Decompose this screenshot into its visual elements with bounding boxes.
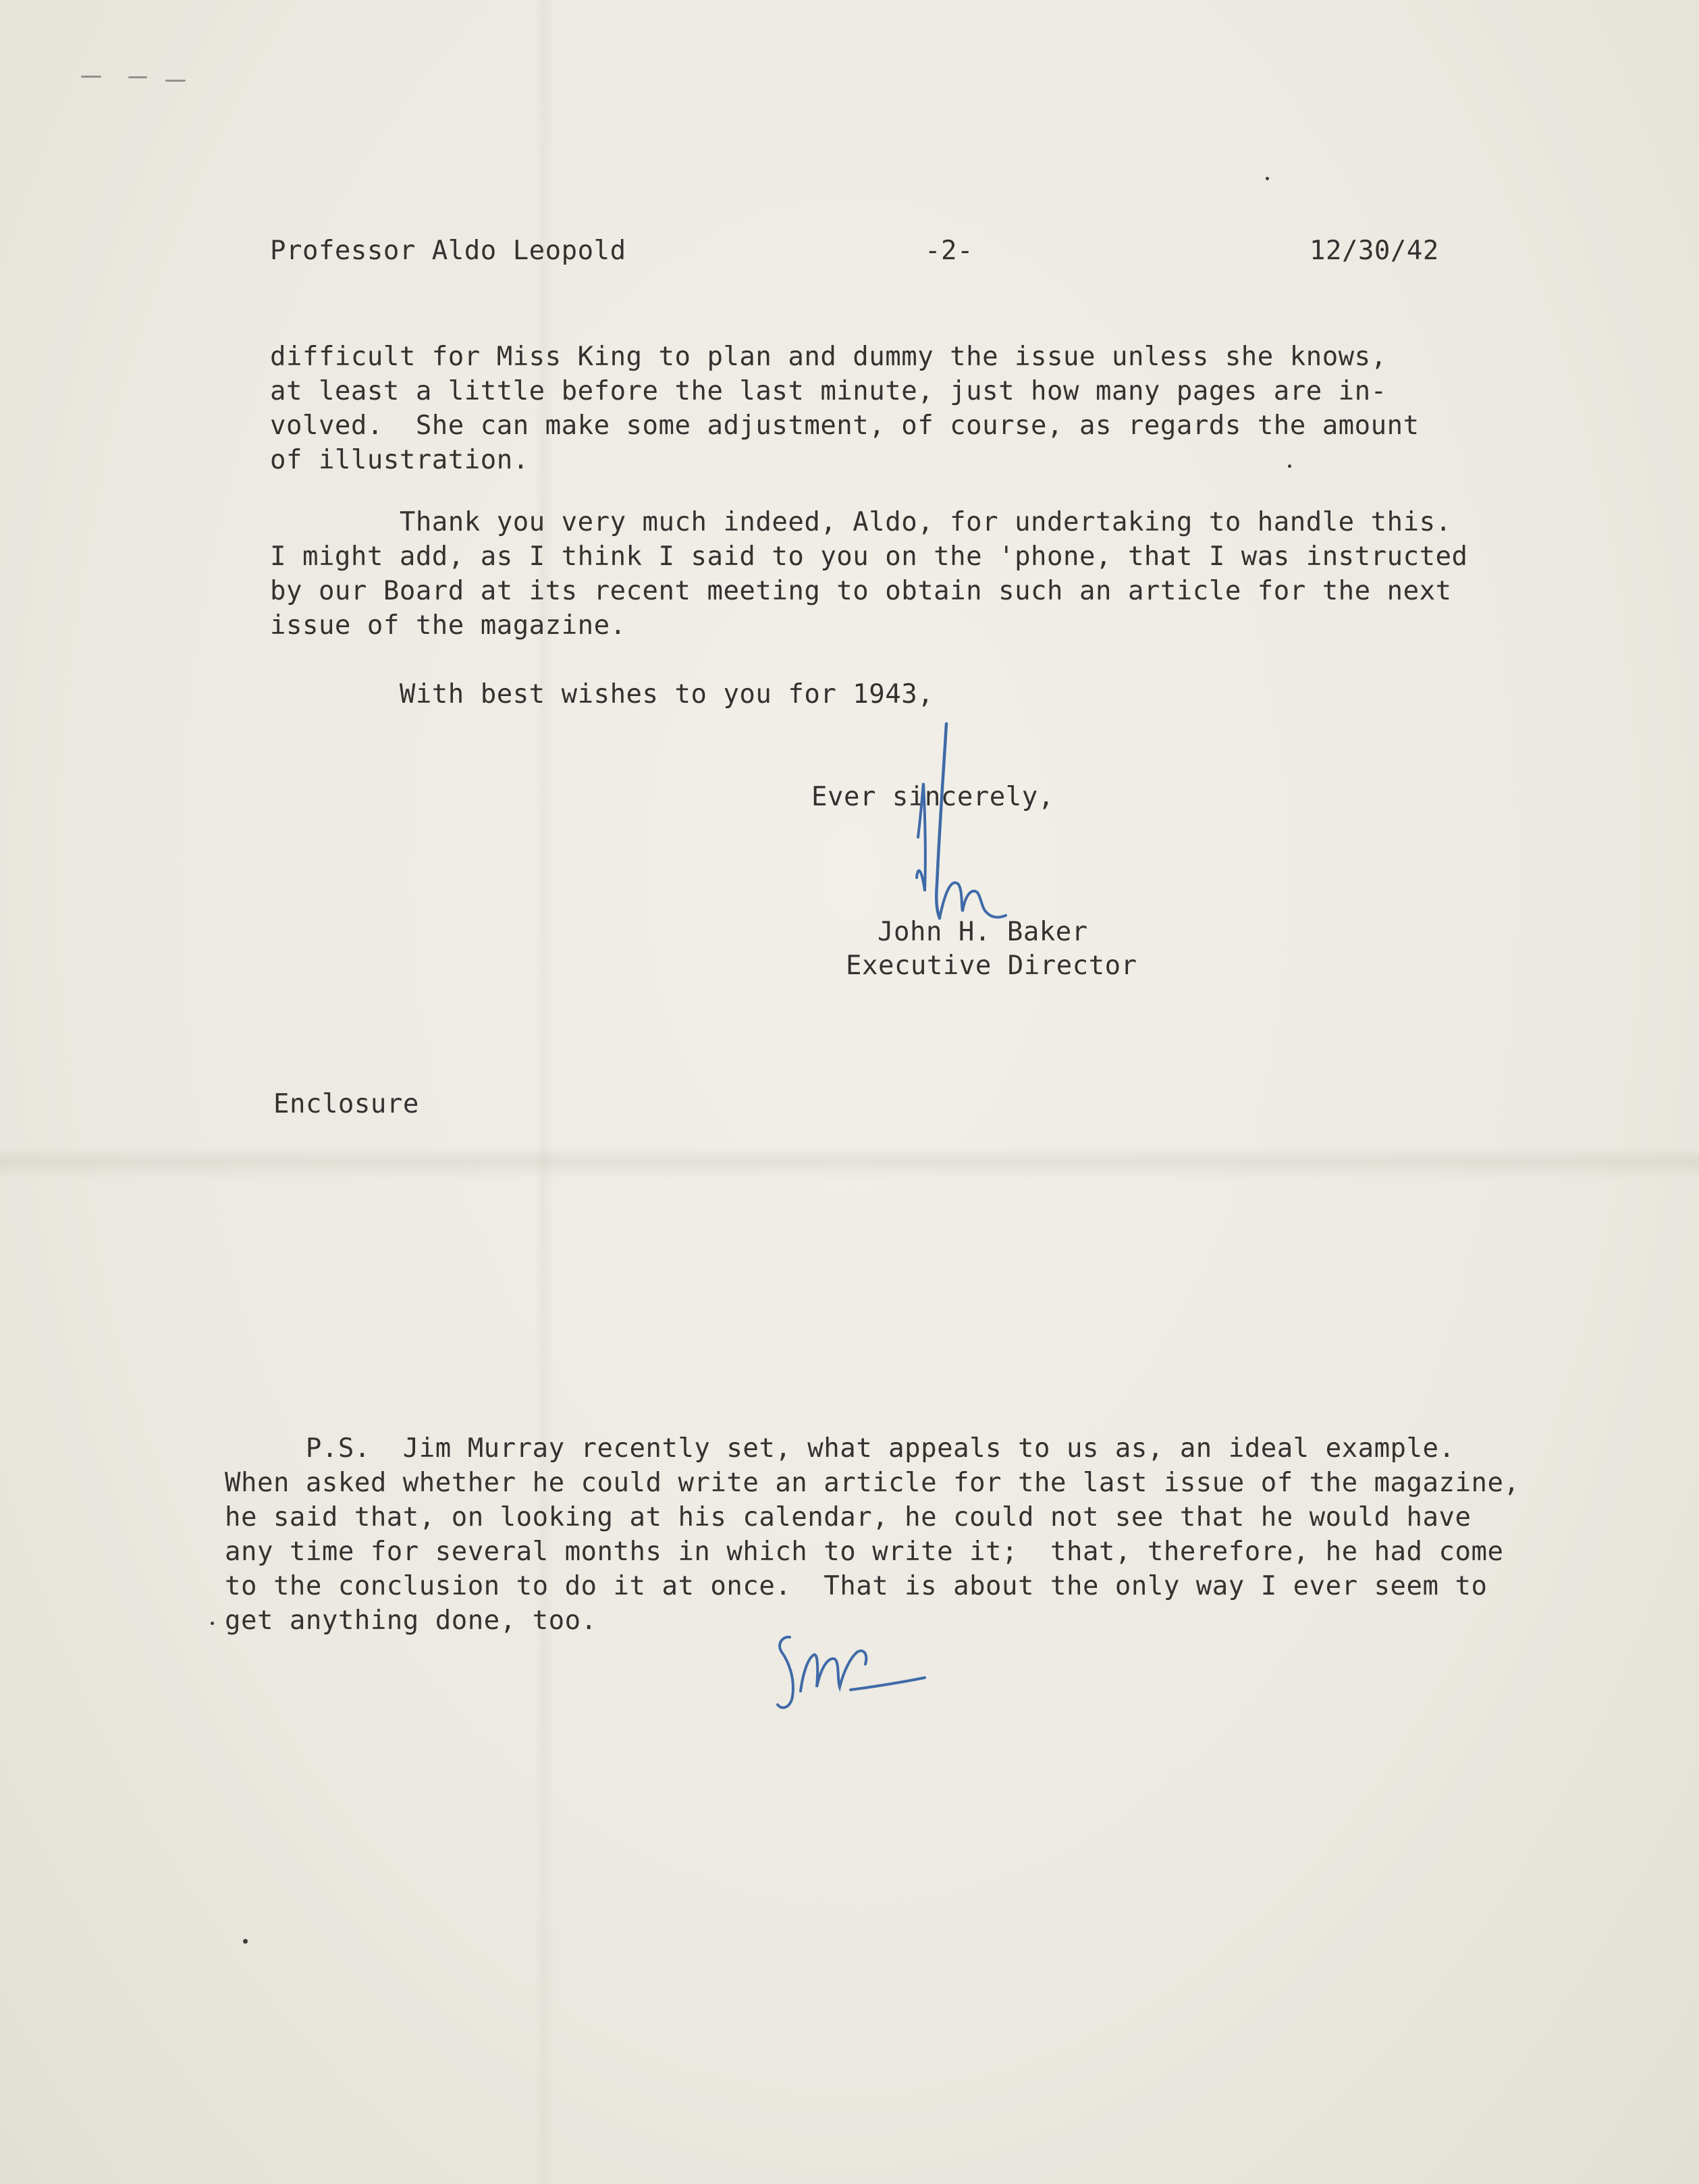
signer-title: Executive Director [846,951,1137,981]
signer-name: John H. Baker [878,917,1088,947]
recipient-name: Professor Aldo Leopold [270,236,626,266]
ink-speck [243,1939,248,1944]
ink-speck [1288,464,1291,468]
body-paragraph-3: With best wishes to you for 1943, [270,679,934,710]
body-paragraph-2: Thank you very much indeed, Aldo, for undertaking to handle this. I might add, as I think I said to you on the 'phone, that I was instructed by our Board at its recent meeting to obtain such an article for the next issue of the magazine. [270,507,1468,641]
letter-date: 12/30/42 [1310,236,1439,266]
postscript: P.S. Jim Murray recently set, what appeals to us as, an ideal example. When asked whether he could write an article for the last issue of the magazine, he said that, on looking at his calendar, he could not see that he would have any time for several months in which to write it; that, therefore, he had come to the conclusion to do it at once. That is about the only way I ever seem to get anything done, too. [225,1433,1520,1636]
ink-speck [165,80,186,82]
handwritten-signature [898,716,1033,932]
valediction: Ever sincerely, [811,782,1054,812]
ink-speck [128,76,147,78]
ink-speck [211,1622,214,1625]
ink-speck [81,76,101,78]
page-number: -2- [925,236,973,266]
initials-signature [763,1617,938,1718]
body-paragraph-1: difficult for Miss King to plan and dummy the issue unless she knows, at least a little before the last minute, just how many pages are in- volved. She can make some adjustment, of course, as regards the amount of illustration. [270,342,1420,475]
enclosure-note: Enclosure [273,1089,419,1119]
ink-speck [1266,177,1269,180]
